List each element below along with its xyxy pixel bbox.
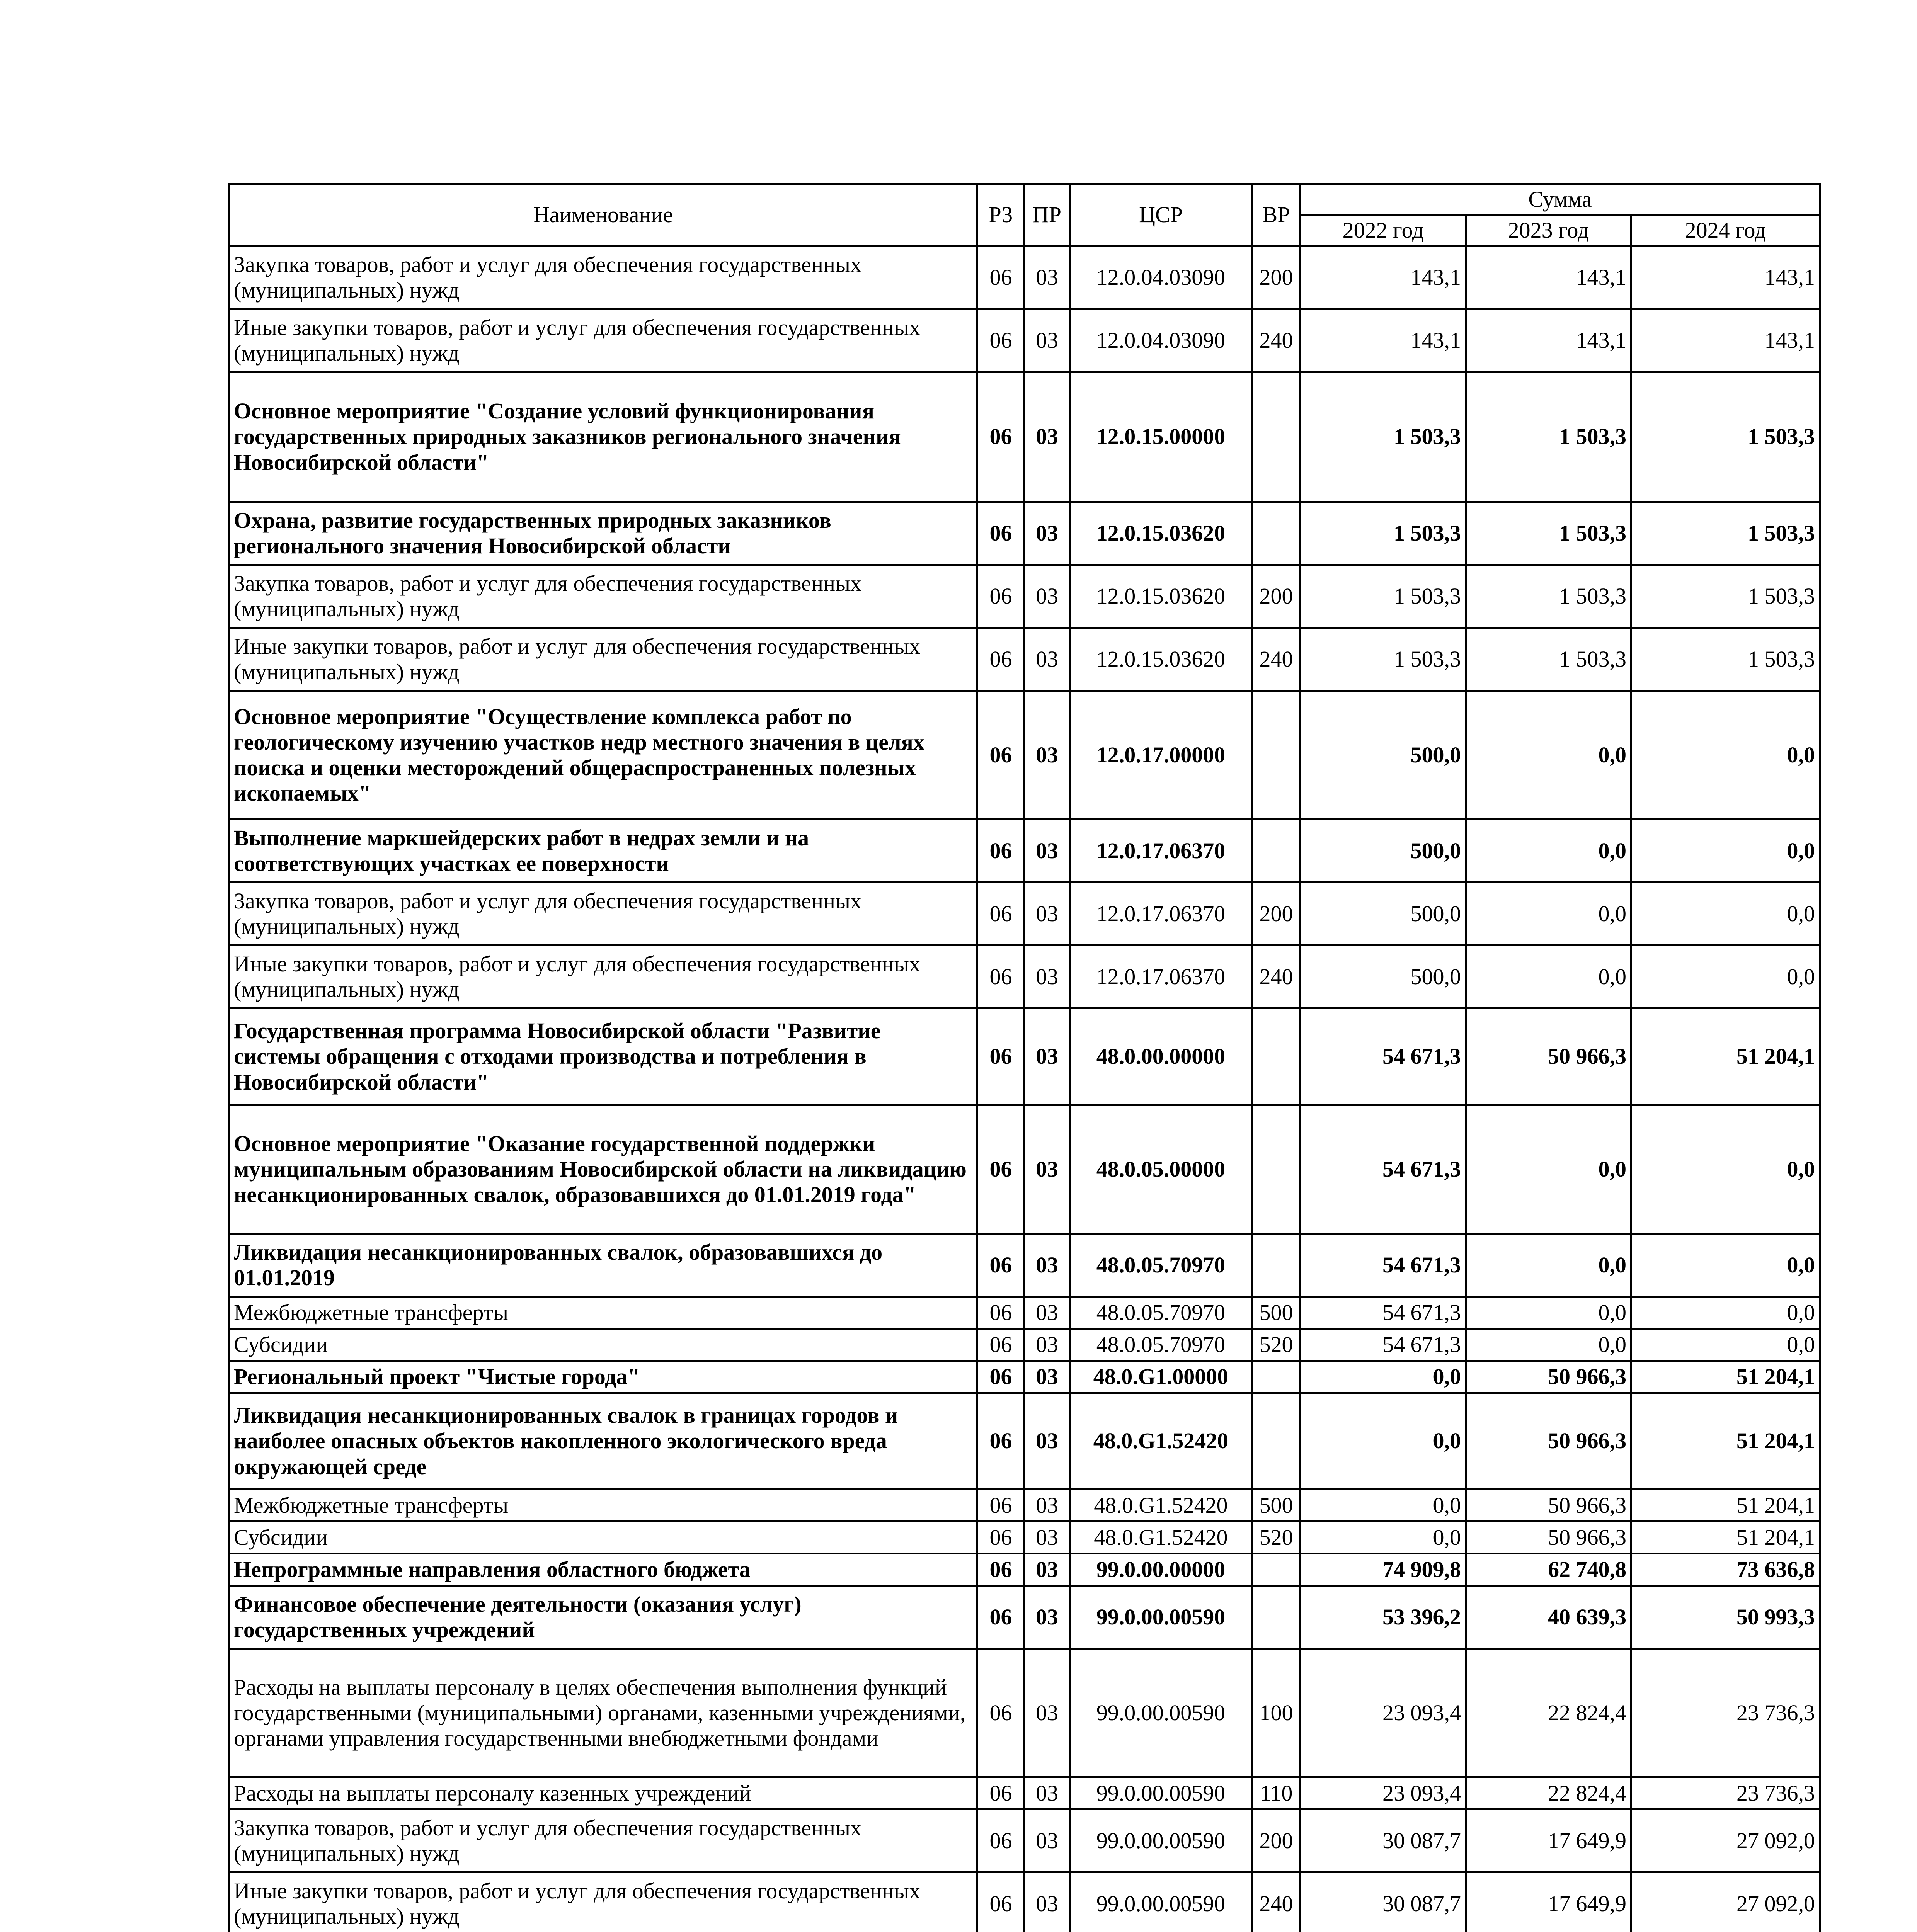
header-vr: ВР bbox=[1252, 184, 1301, 246]
cell-pr: 03 bbox=[1025, 372, 1070, 502]
cell-rz: 06 bbox=[977, 372, 1025, 502]
cell-2023: 22 824,4 bbox=[1466, 1649, 1631, 1777]
cell-vr bbox=[1252, 1361, 1301, 1393]
table-row bbox=[229, 1105, 1820, 1234]
cell-name: Непрограммные направления областного бюджета bbox=[229, 1554, 977, 1586]
cell-name: Закупка товаров, работ и услуг для обеспечения государственных (муниципальных) нужд bbox=[229, 883, 977, 946]
cell-2023: 0,0 bbox=[1466, 946, 1631, 1009]
cell-rz: 06 bbox=[977, 246, 1025, 309]
cell-2022: 0,0 bbox=[1301, 1522, 1466, 1554]
table-row bbox=[229, 1522, 1820, 1554]
cell-2023: 143,1 bbox=[1466, 246, 1631, 309]
cell-name: Основное мероприятие "Оказание государственной поддержки муниципальным образованиям Новосибирской области на ликвидацию несанкционированных свалок, образовавшихся до 01.01.2019 года" bbox=[229, 1105, 977, 1234]
cell-2022: 1 503,3 bbox=[1301, 565, 1466, 628]
cell-pr: 03 bbox=[1025, 1009, 1070, 1105]
cell-2024: 27 092,0 bbox=[1631, 1872, 1820, 1932]
header-rz: РЗ bbox=[977, 184, 1025, 246]
cell-csr: 48.0.05.00000 bbox=[1070, 1105, 1252, 1234]
cell-2024: 1 503,3 bbox=[1631, 565, 1820, 628]
table-row bbox=[229, 883, 1820, 946]
cell-pr: 03 bbox=[1025, 1586, 1070, 1649]
cell-pr: 03 bbox=[1025, 946, 1070, 1009]
cell-2024: 1 503,3 bbox=[1631, 502, 1820, 565]
table-row bbox=[229, 309, 1820, 372]
cell-2022: 30 087,7 bbox=[1301, 1872, 1466, 1932]
cell-2022: 0,0 bbox=[1301, 1490, 1466, 1522]
cell-name: Расходы на выплаты персоналу казенных учреждений bbox=[229, 1777, 977, 1810]
cell-2023: 50 966,3 bbox=[1466, 1009, 1631, 1105]
cell-2022: 54 671,3 bbox=[1301, 1329, 1466, 1361]
cell-pr: 03 bbox=[1025, 1297, 1070, 1329]
table-row bbox=[229, 1234, 1820, 1297]
cell-name: Расходы на выплаты персоналу в целях обеспечения выполнения функций государственными (муниципальными) органами, казенными учреждениями, органами управления государственными внебюджетными фондами bbox=[229, 1649, 977, 1777]
cell-rz: 06 bbox=[977, 1329, 1025, 1361]
cell-csr: 99.0.00.00590 bbox=[1070, 1649, 1252, 1777]
cell-vr: 240 bbox=[1252, 1872, 1301, 1932]
cell-name: Межбюджетные трансферты bbox=[229, 1490, 977, 1522]
cell-rz: 06 bbox=[977, 946, 1025, 1009]
cell-2024: 0,0 bbox=[1631, 820, 1820, 883]
cell-name: Субсидии bbox=[229, 1329, 977, 1361]
cell-name: Государственная программа Новосибирской области "Развитие системы обращения с отходами производства и потребления в Новосибирской области" bbox=[229, 1009, 977, 1105]
cell-name: Иные закупки товаров, работ и услуг для обеспечения государственных (муниципальных) нужд bbox=[229, 1872, 977, 1932]
table-row bbox=[229, 1329, 1820, 1361]
table-row bbox=[229, 1872, 1820, 1932]
cell-2024: 143,1 bbox=[1631, 246, 1820, 309]
header-year-2022: 2022 год bbox=[1301, 215, 1466, 246]
cell-rz: 06 bbox=[977, 820, 1025, 883]
cell-name: Охрана, развитие государственных природных заказников регионального значения Новосибирской области bbox=[229, 502, 977, 565]
cell-name: Иные закупки товаров, работ и услуг для обеспечения государственных (муниципальных) нужд bbox=[229, 309, 977, 372]
cell-2023: 0,0 bbox=[1466, 1234, 1631, 1297]
cell-vr bbox=[1252, 1009, 1301, 1105]
cell-2024: 0,0 bbox=[1631, 1234, 1820, 1297]
cell-2022: 54 671,3 bbox=[1301, 1297, 1466, 1329]
table-row bbox=[229, 1297, 1820, 1329]
cell-csr: 99.0.00.00590 bbox=[1070, 1586, 1252, 1649]
cell-csr: 48.0.05.70970 bbox=[1070, 1329, 1252, 1361]
cell-csr: 12.0.17.00000 bbox=[1070, 691, 1252, 820]
cell-2023: 143,1 bbox=[1466, 309, 1631, 372]
cell-2024: 23 736,3 bbox=[1631, 1777, 1820, 1810]
cell-2022: 500,0 bbox=[1301, 820, 1466, 883]
cell-rz: 06 bbox=[977, 309, 1025, 372]
cell-csr: 12.0.15.03620 bbox=[1070, 502, 1252, 565]
cell-rz: 06 bbox=[977, 1297, 1025, 1329]
cell-2022: 74 909,8 bbox=[1301, 1554, 1466, 1586]
cell-pr: 03 bbox=[1025, 628, 1070, 691]
table-row bbox=[229, 628, 1820, 691]
cell-2024: 27 092,0 bbox=[1631, 1810, 1820, 1872]
table-row bbox=[229, 1009, 1820, 1105]
table-row bbox=[229, 820, 1820, 883]
cell-2023: 1 503,3 bbox=[1466, 565, 1631, 628]
cell-pr: 03 bbox=[1025, 246, 1070, 309]
cell-name: Финансовое обеспечение деятельности (оказания услуг) государственных учреждений bbox=[229, 1586, 977, 1649]
cell-rz: 06 bbox=[977, 1009, 1025, 1105]
cell-2022: 54 671,3 bbox=[1301, 1105, 1466, 1234]
cell-rz: 06 bbox=[977, 883, 1025, 946]
cell-2022: 1 503,3 bbox=[1301, 628, 1466, 691]
cell-2024: 51 204,1 bbox=[1631, 1361, 1820, 1393]
table-body bbox=[229, 246, 1820, 1932]
table-row bbox=[229, 1586, 1820, 1649]
cell-rz: 06 bbox=[977, 1649, 1025, 1777]
cell-name: Закупка товаров, работ и услуг для обеспечения государственных (муниципальных) нужд bbox=[229, 1810, 977, 1872]
cell-csr: 12.0.15.03620 bbox=[1070, 628, 1252, 691]
table-row bbox=[229, 565, 1820, 628]
cell-csr: 12.0.17.06370 bbox=[1070, 946, 1252, 1009]
cell-csr: 48.0.00.00000 bbox=[1070, 1009, 1252, 1105]
table-row bbox=[229, 691, 1820, 820]
cell-vr: 500 bbox=[1252, 1490, 1301, 1522]
cell-rz: 06 bbox=[977, 1490, 1025, 1522]
cell-pr: 03 bbox=[1025, 1649, 1070, 1777]
table-row bbox=[229, 1490, 1820, 1522]
cell-2023: 0,0 bbox=[1466, 820, 1631, 883]
cell-name: Иные закупки товаров, работ и услуг для обеспечения государственных (муниципальных) нужд bbox=[229, 946, 977, 1009]
cell-vr bbox=[1252, 1105, 1301, 1234]
cell-vr bbox=[1252, 820, 1301, 883]
cell-rz: 06 bbox=[977, 1872, 1025, 1932]
table-header bbox=[229, 184, 1820, 246]
cell-pr: 03 bbox=[1025, 1105, 1070, 1234]
cell-name: Закупка товаров, работ и услуг для обеспечения государственных (муниципальных) нужд bbox=[229, 565, 977, 628]
cell-csr: 12.0.15.00000 bbox=[1070, 372, 1252, 502]
cell-2022: 0,0 bbox=[1301, 1393, 1466, 1490]
cell-2024: 50 993,3 bbox=[1631, 1586, 1820, 1649]
cell-rz: 06 bbox=[977, 1393, 1025, 1490]
cell-2022: 53 396,2 bbox=[1301, 1586, 1466, 1649]
cell-rz: 06 bbox=[977, 1554, 1025, 1586]
cell-vr: 200 bbox=[1252, 1810, 1301, 1872]
cell-pr: 03 bbox=[1025, 1329, 1070, 1361]
cell-2022: 23 093,4 bbox=[1301, 1777, 1466, 1810]
cell-name: Основное мероприятие "Осуществление комплекса работ по геологическому изучению участков недр местного значения в целях поиска и оценки месторождений общераспространенных полезных ископаемых" bbox=[229, 691, 977, 820]
cell-rz: 06 bbox=[977, 1361, 1025, 1393]
cell-2024: 51 204,1 bbox=[1631, 1393, 1820, 1490]
cell-2024: 0,0 bbox=[1631, 946, 1820, 1009]
cell-2024: 73 636,8 bbox=[1631, 1554, 1820, 1586]
cell-vr bbox=[1252, 1586, 1301, 1649]
cell-vr bbox=[1252, 1554, 1301, 1586]
cell-rz: 06 bbox=[977, 1105, 1025, 1234]
cell-2023: 0,0 bbox=[1466, 1105, 1631, 1234]
cell-pr: 03 bbox=[1025, 1490, 1070, 1522]
cell-2023: 0,0 bbox=[1466, 1297, 1631, 1329]
header-year-2023: 2023 год bbox=[1466, 215, 1631, 246]
cell-rz: 06 bbox=[977, 1586, 1025, 1649]
cell-2023: 1 503,3 bbox=[1466, 372, 1631, 502]
cell-name: Субсидии bbox=[229, 1522, 977, 1554]
cell-vr: 100 bbox=[1252, 1649, 1301, 1777]
cell-vr bbox=[1252, 502, 1301, 565]
cell-pr: 03 bbox=[1025, 1361, 1070, 1393]
cell-vr: 240 bbox=[1252, 628, 1301, 691]
header-pr: ПР bbox=[1025, 184, 1070, 246]
cell-csr: 12.0.04.03090 bbox=[1070, 246, 1252, 309]
cell-2024: 0,0 bbox=[1631, 883, 1820, 946]
cell-csr: 12.0.15.03620 bbox=[1070, 565, 1252, 628]
cell-csr: 12.0.17.06370 bbox=[1070, 820, 1252, 883]
cell-csr: 48.0.G1.52420 bbox=[1070, 1522, 1252, 1554]
cell-2024: 51 204,1 bbox=[1631, 1522, 1820, 1554]
cell-csr: 99.0.00.00000 bbox=[1070, 1554, 1252, 1586]
cell-rz: 06 bbox=[977, 628, 1025, 691]
cell-pr: 03 bbox=[1025, 1872, 1070, 1932]
cell-rz: 06 bbox=[977, 1810, 1025, 1872]
cell-2023: 17 649,9 bbox=[1466, 1810, 1631, 1872]
cell-name: Ликвидация несанкционированных свалок, образовавшихся до 01.01.2019 bbox=[229, 1234, 977, 1297]
header-name: Наименование bbox=[229, 184, 977, 246]
cell-rz: 06 bbox=[977, 565, 1025, 628]
cell-2023: 50 966,3 bbox=[1466, 1490, 1631, 1522]
cell-rz: 06 bbox=[977, 1234, 1025, 1297]
cell-csr: 12.0.04.03090 bbox=[1070, 309, 1252, 372]
cell-csr: 48.0.G1.52420 bbox=[1070, 1393, 1252, 1490]
cell-name: Межбюджетные трансферты bbox=[229, 1297, 977, 1329]
cell-pr: 03 bbox=[1025, 883, 1070, 946]
cell-2023: 62 740,8 bbox=[1466, 1554, 1631, 1586]
cell-vr: 110 bbox=[1252, 1777, 1301, 1810]
cell-2024: 23 736,3 bbox=[1631, 1649, 1820, 1777]
cell-vr: 500 bbox=[1252, 1297, 1301, 1329]
header-sum: Сумма bbox=[1301, 184, 1820, 215]
cell-vr: 200 bbox=[1252, 246, 1301, 309]
table-row bbox=[229, 1777, 1820, 1810]
cell-2024: 0,0 bbox=[1631, 1329, 1820, 1361]
table-row bbox=[229, 946, 1820, 1009]
cell-name: Выполнение маркшейдерских работ в недрах земли и на соответствующих участках ее поверхности bbox=[229, 820, 977, 883]
cell-rz: 06 bbox=[977, 691, 1025, 820]
cell-2023: 1 503,3 bbox=[1466, 628, 1631, 691]
cell-csr: 99.0.00.00590 bbox=[1070, 1810, 1252, 1872]
cell-2024: 1 503,3 bbox=[1631, 372, 1820, 502]
cell-csr: 12.0.17.06370 bbox=[1070, 883, 1252, 946]
table-row bbox=[229, 372, 1820, 502]
cell-2024: 0,0 bbox=[1631, 1105, 1820, 1234]
cell-csr: 99.0.00.00590 bbox=[1070, 1777, 1252, 1810]
table-row bbox=[229, 1649, 1820, 1777]
cell-vr bbox=[1252, 1234, 1301, 1297]
cell-2022: 54 671,3 bbox=[1301, 1009, 1466, 1105]
cell-2022: 500,0 bbox=[1301, 946, 1466, 1009]
cell-vr: 200 bbox=[1252, 565, 1301, 628]
cell-2022: 30 087,7 bbox=[1301, 1810, 1466, 1872]
cell-pr: 03 bbox=[1025, 820, 1070, 883]
cell-2023: 0,0 bbox=[1466, 1329, 1631, 1361]
cell-2022: 23 093,4 bbox=[1301, 1649, 1466, 1777]
cell-csr: 48.0.05.70970 bbox=[1070, 1234, 1252, 1297]
cell-pr: 03 bbox=[1025, 1810, 1070, 1872]
cell-pr: 03 bbox=[1025, 691, 1070, 820]
cell-csr: 48.0.G1.00000 bbox=[1070, 1361, 1252, 1393]
cell-2023: 40 639,3 bbox=[1466, 1586, 1631, 1649]
cell-2022: 1 503,3 bbox=[1301, 502, 1466, 565]
cell-name: Основное мероприятие "Создание условий функционирования государственных природных заказников регионального значения Новосибирской области" bbox=[229, 372, 977, 502]
table-row bbox=[229, 246, 1820, 309]
cell-pr: 03 bbox=[1025, 502, 1070, 565]
table-row bbox=[229, 502, 1820, 565]
cell-2024: 0,0 bbox=[1631, 691, 1820, 820]
table-row bbox=[229, 1810, 1820, 1872]
cell-name: Закупка товаров, работ и услуг для обеспечения государственных (муниципальных) нужд bbox=[229, 246, 977, 309]
cell-vr bbox=[1252, 691, 1301, 820]
cell-2023: 50 966,3 bbox=[1466, 1522, 1631, 1554]
table-row bbox=[229, 1361, 1820, 1393]
cell-2022: 500,0 bbox=[1301, 883, 1466, 946]
cell-2022: 1 503,3 bbox=[1301, 372, 1466, 502]
cell-pr: 03 bbox=[1025, 1777, 1070, 1810]
cell-vr bbox=[1252, 1393, 1301, 1490]
cell-2023: 1 503,3 bbox=[1466, 502, 1631, 565]
cell-rz: 06 bbox=[977, 1777, 1025, 1810]
cell-2023: 50 966,3 bbox=[1466, 1393, 1631, 1490]
cell-2024: 1 503,3 bbox=[1631, 628, 1820, 691]
cell-vr: 520 bbox=[1252, 1522, 1301, 1554]
cell-vr: 240 bbox=[1252, 309, 1301, 372]
cell-csr: 99.0.00.00590 bbox=[1070, 1872, 1252, 1932]
cell-2023: 50 966,3 bbox=[1466, 1361, 1631, 1393]
cell-2024: 143,1 bbox=[1631, 309, 1820, 372]
budget-table bbox=[228, 183, 1821, 1932]
cell-2022: 143,1 bbox=[1301, 246, 1466, 309]
cell-2024: 51 204,1 bbox=[1631, 1490, 1820, 1522]
cell-vr: 520 bbox=[1252, 1329, 1301, 1361]
header-year-2024: 2024 год bbox=[1631, 215, 1820, 246]
cell-2022: 500,0 bbox=[1301, 691, 1466, 820]
cell-csr: 48.0.05.70970 bbox=[1070, 1297, 1252, 1329]
cell-vr: 240 bbox=[1252, 946, 1301, 1009]
cell-pr: 03 bbox=[1025, 1234, 1070, 1297]
header-csr: ЦСР bbox=[1070, 184, 1252, 246]
cell-csr: 48.0.G1.52420 bbox=[1070, 1490, 1252, 1522]
cell-name: Иные закупки товаров, работ и услуг для обеспечения государственных (муниципальных) нужд bbox=[229, 628, 977, 691]
cell-2023: 17 649,9 bbox=[1466, 1872, 1631, 1932]
cell-2024: 0,0 bbox=[1631, 1297, 1820, 1329]
cell-2022: 54 671,3 bbox=[1301, 1234, 1466, 1297]
cell-rz: 06 bbox=[977, 1522, 1025, 1554]
cell-vr: 200 bbox=[1252, 883, 1301, 946]
table-row bbox=[229, 1554, 1820, 1586]
cell-2024: 51 204,1 bbox=[1631, 1009, 1820, 1105]
cell-2023: 0,0 bbox=[1466, 883, 1631, 946]
cell-pr: 03 bbox=[1025, 1393, 1070, 1490]
cell-2022: 143,1 bbox=[1301, 309, 1466, 372]
cell-pr: 03 bbox=[1025, 1554, 1070, 1586]
cell-pr: 03 bbox=[1025, 565, 1070, 628]
cell-vr bbox=[1252, 372, 1301, 502]
cell-2023: 22 824,4 bbox=[1466, 1777, 1631, 1810]
cell-name: Региональный проект "Чистые города" bbox=[229, 1361, 977, 1393]
cell-pr: 03 bbox=[1025, 309, 1070, 372]
cell-pr: 03 bbox=[1025, 1522, 1070, 1554]
cell-name: Ликвидация несанкционированных свалок в границах городов и наиболее опасных объектов накопленного экологического вреда окружающей среде bbox=[229, 1393, 977, 1490]
table-row bbox=[229, 1393, 1820, 1490]
cell-2023: 0,0 bbox=[1466, 691, 1631, 820]
cell-rz: 06 bbox=[977, 502, 1025, 565]
cell-2022: 0,0 bbox=[1301, 1361, 1466, 1393]
